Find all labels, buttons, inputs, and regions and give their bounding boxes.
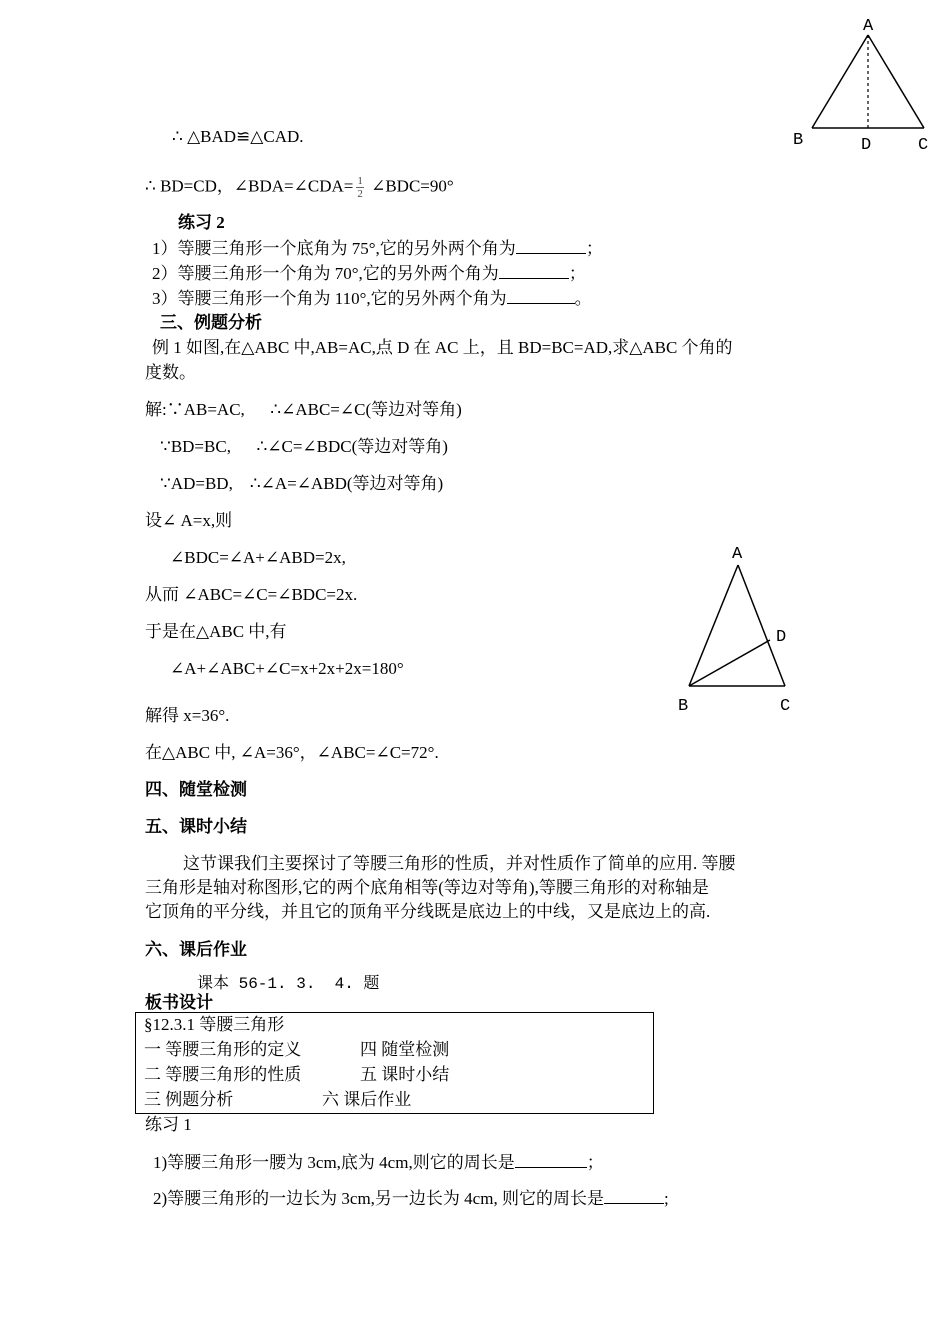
solution-line-8: ∠A+∠ABC+∠C=x+2x+2x=180° bbox=[170, 659, 404, 678]
label-b: B bbox=[793, 131, 804, 150]
label-d: D bbox=[776, 628, 787, 647]
board-row2-right: 四 随堂检测 bbox=[360, 1040, 450, 1059]
side-ac bbox=[738, 565, 785, 686]
summary-line-1: 这节课我们主要探讨了等腰三角形的性质，并对性质作了简单的应用. 等腰 bbox=[183, 854, 736, 873]
label-b: B bbox=[678, 697, 689, 716]
summary-line-3: 它顶角的平分线，并且它的顶角平分线既是底边上的中线，又是底边上的高. bbox=[145, 902, 711, 921]
label-c: C bbox=[780, 697, 791, 716]
answer-blank[interactable] bbox=[604, 1188, 664, 1204]
figure-triangle-abd bbox=[785, 15, 935, 160]
practice1-item-2: 2)等腰三角形的一边长为 3cm,另一边长为 4cm, 则它的周长是 ; bbox=[153, 1189, 669, 1208]
summary-line-2: 三角形是轴对称图形,它的两个底角相等(等边对等角),等腰三角形的对称轴是 bbox=[145, 878, 709, 897]
proof-line-1: ∴ △BAD≌△CAD. bbox=[172, 127, 304, 146]
answer-blank[interactable] bbox=[516, 238, 586, 254]
practice1-title: 练习 1 bbox=[145, 1115, 192, 1134]
board-row4-right: 六 课后作业 bbox=[322, 1090, 412, 1109]
section3-heading: 三、例题分析 bbox=[160, 313, 262, 332]
proof-line-2-end: ∠BDC=90° bbox=[371, 176, 454, 196]
solution-line-9: 解得 x=36°. bbox=[145, 706, 230, 725]
board-row4-left: 三 例题分析 bbox=[144, 1090, 234, 1109]
example-problem-line-2: 度数。 bbox=[145, 363, 196, 382]
example-problem-line-1: 例 1 如图,在△ABC 中,AB=AC,点 D 在 AC 上，且 BD=BC=AD,求△ABC 个角的 bbox=[152, 338, 733, 357]
side-ab bbox=[812, 35, 868, 128]
section4-heading: 四、随堂检测 bbox=[145, 780, 247, 799]
solution-line-5: ∠BDC=∠A+∠ABD=2x, bbox=[170, 548, 346, 567]
solution-line-10: 在△ABC 中, ∠A=36°，∠ABC=∠C=72°. bbox=[145, 743, 439, 762]
practice2-item-3: 3）等腰三角形一个角为 110°,它的另外两个角为 。 bbox=[152, 289, 592, 308]
board-row2-left: 一 等腰三角形的定义 bbox=[144, 1040, 302, 1059]
answer-blank[interactable] bbox=[515, 1152, 587, 1168]
board-row3-left: 二 等腰三角形的性质 bbox=[144, 1065, 302, 1084]
solution-line-1: 解:∵AB=AC, ∴∠ABC=∠C(等边对等角) bbox=[145, 400, 462, 419]
figure-triangle-bdc bbox=[670, 540, 810, 720]
solution-line-7: 于是在△ABC 中,有 bbox=[145, 622, 287, 641]
solution-line-4: 设∠ A=x,则 bbox=[145, 511, 233, 530]
practice2-item-1: 1）等腰三角形一个底角为 75°,它的另外两个角为 ； bbox=[152, 239, 603, 258]
solution-line-6: 从而 ∠ABC=∠C=∠BDC=2x. bbox=[145, 585, 358, 604]
board-design-box bbox=[135, 1012, 654, 1114]
proof-line-2-start: ∴ BD=CD，∠BDA=∠CDA= bbox=[145, 176, 354, 196]
side-ac bbox=[868, 35, 924, 128]
solution-line-3: ∵AD=BD, ∴∠A=∠ABD(等边对等角) bbox=[160, 474, 444, 493]
label-d: D bbox=[861, 136, 872, 155]
proof-line-2 bbox=[145, 175, 454, 200]
section5-heading: 五、课时小结 bbox=[145, 817, 247, 836]
label-a: A bbox=[863, 17, 874, 36]
fraction-one-half: $\frac{1}{2}$ bbox=[357, 175, 363, 200]
segment-bd bbox=[689, 640, 770, 686]
practice2-title: 练习 2 bbox=[178, 213, 225, 232]
label-a: A bbox=[732, 545, 743, 564]
board-line-title: §12.3.1 等腰三角形 bbox=[144, 1015, 285, 1034]
solution-line-2: ∵BD=BC, ∴∠C=∠BDC(等边对等角) bbox=[160, 437, 448, 456]
label-c: C bbox=[918, 136, 929, 155]
practice2-item-2: 2）等腰三角形一个角为 70°,它的另外两个角为 ； bbox=[152, 264, 586, 283]
board-design-title: 板书设计 bbox=[145, 993, 213, 1012]
section6-heading: 六、课后作业 bbox=[145, 940, 247, 959]
answer-blank[interactable] bbox=[507, 288, 575, 304]
side-ab bbox=[689, 565, 738, 686]
answer-blank[interactable] bbox=[499, 263, 569, 279]
practice1-item-1: 1)等腰三角形一腰为 3cm,底为 4cm,则它的周长是 ； bbox=[153, 1153, 604, 1172]
board-row3-right: 五 课时小结 bbox=[360, 1065, 450, 1084]
homework-text: 课本 56-1. 3. 4. 题 bbox=[197, 975, 380, 993]
